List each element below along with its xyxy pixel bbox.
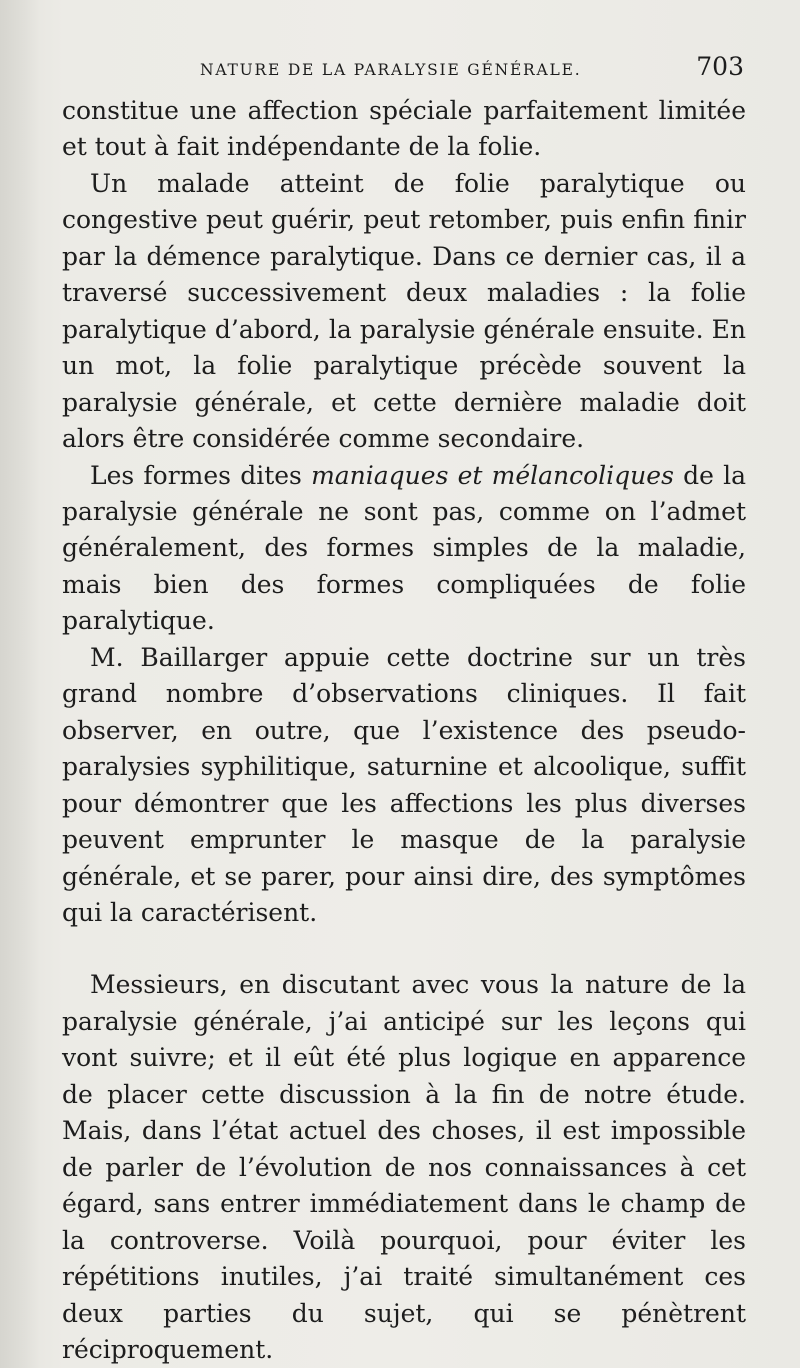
paragraph-3-end: de la paralysie générale ne sont pas, comme on l’admet généralement, des formes simples de la maladie, mais bien des formes compliquées de folie paralytique. <box>62 460 746 636</box>
paragraph-5: Messieurs, en discutant avec vous la nature de la paralysie générale, j’ai anticipé sur les leçons qui vont suivre; et il eût été plus logique en apparence de placer cette discussion à la fin de notre étude. Mais, dans l’état actuel des choses, il est impossible de parler de l’évolution de nos connaissances à cet égard, sans entrer immédiatement dans le champ de la controverse. Voilà pourquoi, pour éviter les répétitions inutiles, j’ai traité simultanément ces deux parties du sujet, qui se pénètrent réciproquement. <box>62 970 746 1364</box>
running-title: NATURE DE LA PARALYSIE GÉNÉRALE. <box>200 61 582 79</box>
paragraph-1: constitue une affection spéciale parfaitement limitée et tout à fait indépendante de la folie. <box>62 96 746 162</box>
paragraph-2: Un malade atteint de folie paralytique ou congestive peut guérir, peut retomber, puis enfin finir par la démence paralytique. Dans ce dernier cas, il a traversé successivement deux maladies : la folie paralytique d’abord, la paralysie générale ensuite. En un mot, la folie paralytique précède souvent la paralysie générale, et cette dernière maladie doit alors être considérée comme secondaire. <box>62 168 746 454</box>
page-header <box>62 52 746 92</box>
paragraph-3-start: Les formes dites <box>90 460 312 490</box>
paragraph-4: M. Baillarger appuie cette doctrine sur un très grand nombre d’observations cliniques. Il fait observer, en outre, que l’existence des pseudo-paralysies syphilitique, saturnine et alcoolique, suffit pour démontrer que les affections les plus diverses peuvent emprunter le masque de la paralysie générale, et se parer, pour ainsi dire, des symptômes qui la caractérisent. <box>62 642 746 927</box>
paragraph-3 <box>62 458 746 640</box>
body-text <box>62 93 746 1368</box>
page-number: 703 <box>696 52 744 81</box>
page-gutter-shadow <box>0 0 40 1368</box>
italic-phrase: maniaques et mélancoliques <box>311 460 674 490</box>
